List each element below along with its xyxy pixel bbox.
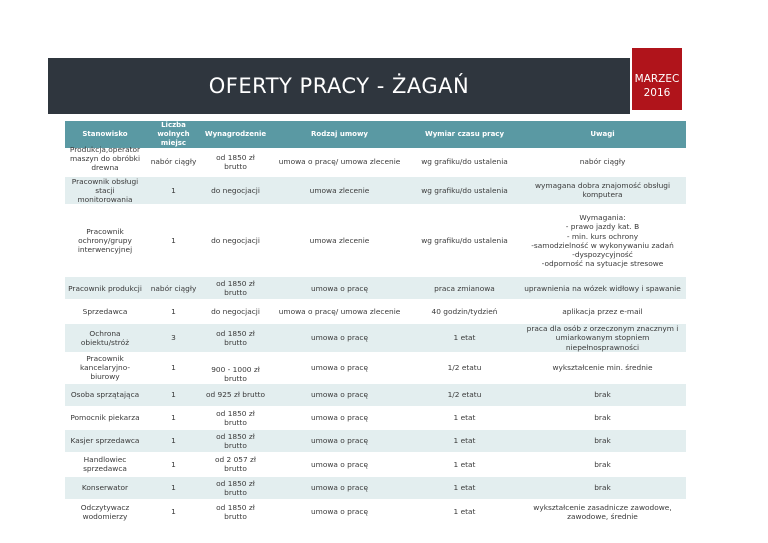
table-row [65,383,686,406]
cell-salary: od 925 zł brutto [202,383,269,406]
cell-salary: 900 - 1000 zł brutto [202,352,269,383]
cell-salary: od 1850 zł brutto [202,429,269,452]
cell-vacancies: 1 [145,406,202,429]
cell-position: Odczytywacz wodomierzy [65,499,145,524]
cell-working-time: praca zmianowa [410,277,519,300]
cell-contract-type: umowa o pracę [269,499,410,524]
cell-working-time: 1 etat [410,452,519,476]
cell-working-time: 1 etat [410,406,519,429]
table-row [65,205,686,277]
cell-salary: od 1850 zł brutto [202,148,269,176]
cell-remarks: uprawnienia na wózek widłowy i spawanie [519,277,686,300]
cell-remarks: brak [519,406,686,429]
cell-position: Pracownik kancelaryjno-biurowy [65,352,145,383]
cell-salary: od 1850 zł brutto [202,499,269,524]
cell-working-time: 1/2 etatu [410,383,519,406]
date-year: 2016 [643,87,671,99]
cell-position: Pracownik produkcji [65,277,145,300]
table-row [65,406,686,429]
cell-salary: od 1850 zł brutto [202,406,269,429]
cell-remarks: brak [519,452,686,476]
cell-vacancies: 1 [145,452,202,476]
date-month: MARZEC [634,73,680,85]
table-row [65,148,686,176]
cell-contract-type: umowa o pracę [269,277,410,300]
cell-contract-type: umowa o pracę [269,324,410,353]
cell-remarks: brak [519,383,686,406]
cell-salary: do negocjacji [202,205,269,277]
table-row [65,176,686,205]
cell-vacancies: 1 [145,352,202,383]
column-header-working-time: Wymiar czasu pracy [410,121,519,148]
cell-remarks: aplikacja przez e-mail [519,300,686,324]
cell-working-time: wg grafiku/do ustalenia [410,176,519,205]
cell-salary: do negocjacji [202,300,269,324]
cell-working-time: 1 etat [410,429,519,452]
cell-salary: od 1850 zł brutto [202,324,269,353]
cell-contract-type: umowa o pracę [269,352,410,383]
cell-vacancies: 1 [145,205,202,277]
cell-vacancies: 3 [145,324,202,353]
cell-contract-type: umowa o pracę [269,383,410,406]
cell-remarks: brak [519,476,686,499]
column-header-salary: Wynagrodzenie [202,121,269,148]
cell-contract-type: umowa zlecenie [269,205,410,277]
cell-working-time: 1/2 etatu [410,352,519,383]
cell-vacancies: 1 [145,300,202,324]
cell-remarks: wymagana dobra znajomość obsługi komputera [519,176,686,205]
cell-salary: od 2 057 zł brutto [202,452,269,476]
cell-working-time: 1 etat [410,324,519,353]
cell-vacancies: 1 [145,429,202,452]
cell-working-time: 40 godzin/tydzień [410,300,519,324]
cell-working-time: wg grafiku/do ustalenia [410,205,519,277]
cell-position: Ochrona obiektu/stróż [65,324,145,353]
table-row [65,352,686,383]
cell-salary: od 1850 zł brutto [202,476,269,499]
cell-position: Kasjer sprzedawca [65,429,145,452]
date-badge [632,48,682,110]
cell-working-time: wg grafiku/do ustalenia [410,148,519,176]
cell-position: Produkcja,operator maszyn do obróbki drewna [65,148,145,176]
cell-position: Pracownik obsługi stacji monitorowania [65,176,145,205]
cell-contract-type: umowa o pracę [269,452,410,476]
table-row [65,499,686,524]
cell-position: Pomocnik piekarza [65,406,145,429]
table-row [65,324,686,353]
cell-contract-type: umowa o pracę [269,429,410,452]
cell-salary: do negocjacji [202,176,269,205]
cell-remarks: wykształcenie min. średnie [519,352,686,383]
cell-contract-type: umowa o pracę [269,406,410,429]
cell-contract-type: umowa zlecenie [269,176,410,205]
cell-contract-type: umowa o pracę/ umowa zlecenie [269,148,410,176]
job-offers-table [65,121,686,525]
cell-vacancies: nabór ciągły [145,148,202,176]
table-row [65,429,686,452]
table-row [65,452,686,476]
cell-contract-type: umowa o pracę [269,476,410,499]
cell-working-time: 1 etat [410,476,519,499]
table-row [65,300,686,324]
cell-remarks: praca dla osób z orzeczonym znacznym i umiarkowanym stopniem niepełnosprawności [519,324,686,353]
cell-vacancies: 1 [145,499,202,524]
table-row [65,277,686,300]
cell-working-time: 1 etat [410,499,519,524]
cell-remarks: Wymagania: - prawo jazdy kat. B - min. kurs ochrony -samodzielność w wykonywaniu zadań -dyspozycyjność -odporność na sytuacje stresowe [519,205,686,277]
cell-vacancies: 1 [145,476,202,499]
column-header-contract-type: Rodzaj umowy [269,121,410,148]
cell-position: Osoba sprzątająca [65,383,145,406]
cell-position: Sprzedawca [65,300,145,324]
column-header-remarks: Uwagi [519,121,686,148]
cell-vacancies: nabór ciągły [145,277,202,300]
cell-remarks: wykształcenie zasadnicze zawodowe, zawodowe, średnie [519,499,686,524]
cell-position: Handlowiec sprzedawca [65,452,145,476]
cell-salary: od 1850 zł brutto [202,277,269,300]
cell-vacancies: 1 [145,383,202,406]
cell-contract-type: umowa o pracę/ umowa zlecenie [269,300,410,324]
page-title: OFERTY PRACY - ŻAGAŃ [208,74,470,98]
cell-vacancies: 1 [145,176,202,205]
column-header-position: Stanowisko [65,121,145,148]
column-header-vacancies: Liczba wolnych miejsc [145,121,202,148]
table-row [65,476,686,499]
cell-remarks: nabór ciągły [519,148,686,176]
cell-position: Pracownik ochrony/grupy interwencyjnej [65,205,145,277]
cell-remarks: brak [519,429,686,452]
table-header-row [65,121,686,148]
cell-position: Konserwator [65,476,145,499]
